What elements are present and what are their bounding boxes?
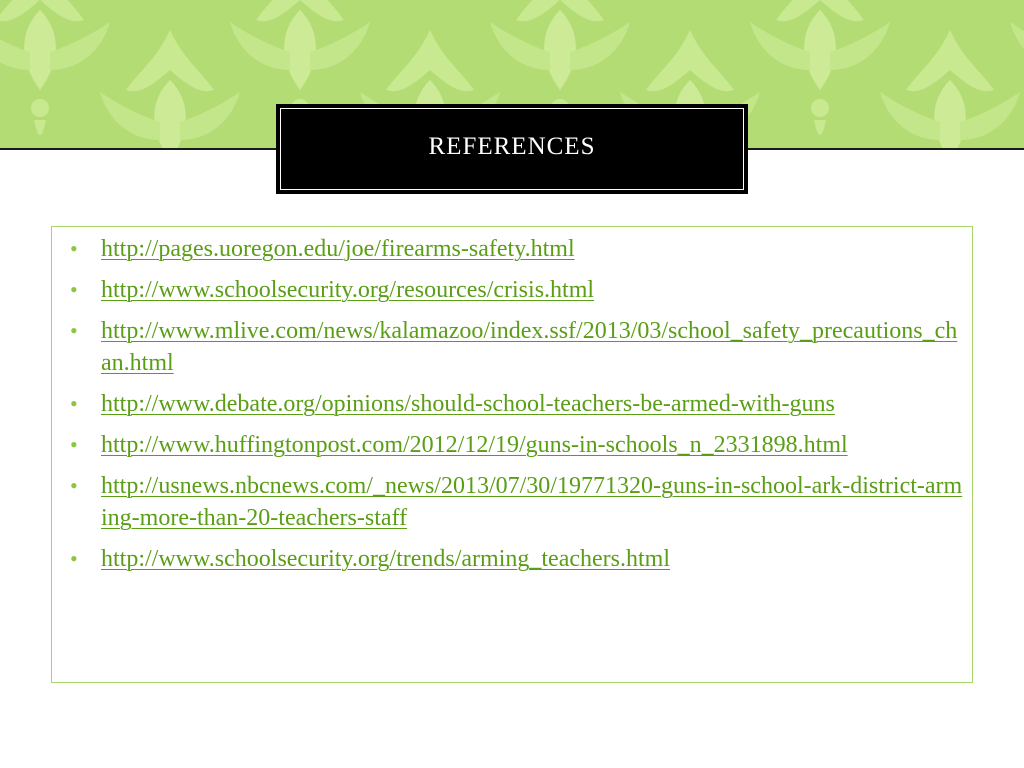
reference-link[interactable]: http://www.debate.org/opinions/should-school-teachers-be-armed-with-guns bbox=[101, 391, 835, 417]
list-item bbox=[70, 233, 965, 265]
list-item bbox=[70, 429, 965, 461]
list-item bbox=[70, 388, 965, 420]
list-item bbox=[70, 543, 965, 575]
reference-link[interactable]: http://usnews.nbcnews.com/_news/2013/07/30/19771320-guns-in-school-ark-district-arming-more-than-20-teachers-staff bbox=[101, 473, 963, 531]
reference-link[interactable]: http://www.huffingtonpost.com/2012/12/19/guns-in-schools_n_2331898.html bbox=[101, 432, 848, 458]
title-box bbox=[276, 104, 748, 194]
references-list bbox=[70, 233, 965, 584]
reference-link[interactable]: http://www.schoolsecurity.org/trends/arming_teachers.html bbox=[101, 546, 670, 572]
bullet-icon: • bbox=[70, 236, 78, 261]
bullet-icon: • bbox=[70, 473, 78, 498]
references-content-box bbox=[51, 226, 973, 683]
title-frame bbox=[280, 108, 744, 190]
list-item bbox=[70, 470, 965, 534]
list-item bbox=[70, 274, 965, 306]
list-item bbox=[70, 315, 965, 379]
bullet-icon: • bbox=[70, 318, 78, 343]
bullet-icon: • bbox=[70, 391, 78, 416]
bullet-icon: • bbox=[70, 277, 78, 302]
reference-link[interactable]: http://www.mlive.com/news/kalamazoo/index.ssf/2013/03/school_safety_precautions_chan.html bbox=[101, 318, 958, 376]
slide-title: REFERENCES bbox=[428, 133, 596, 160]
reference-link[interactable]: http://www.schoolsecurity.org/resources/crisis.html bbox=[101, 277, 595, 303]
bullet-icon: • bbox=[70, 546, 78, 571]
bullet-icon: • bbox=[70, 432, 78, 457]
reference-link[interactable]: http://pages.uoregon.edu/joe/firearms-safety.html bbox=[101, 236, 575, 262]
